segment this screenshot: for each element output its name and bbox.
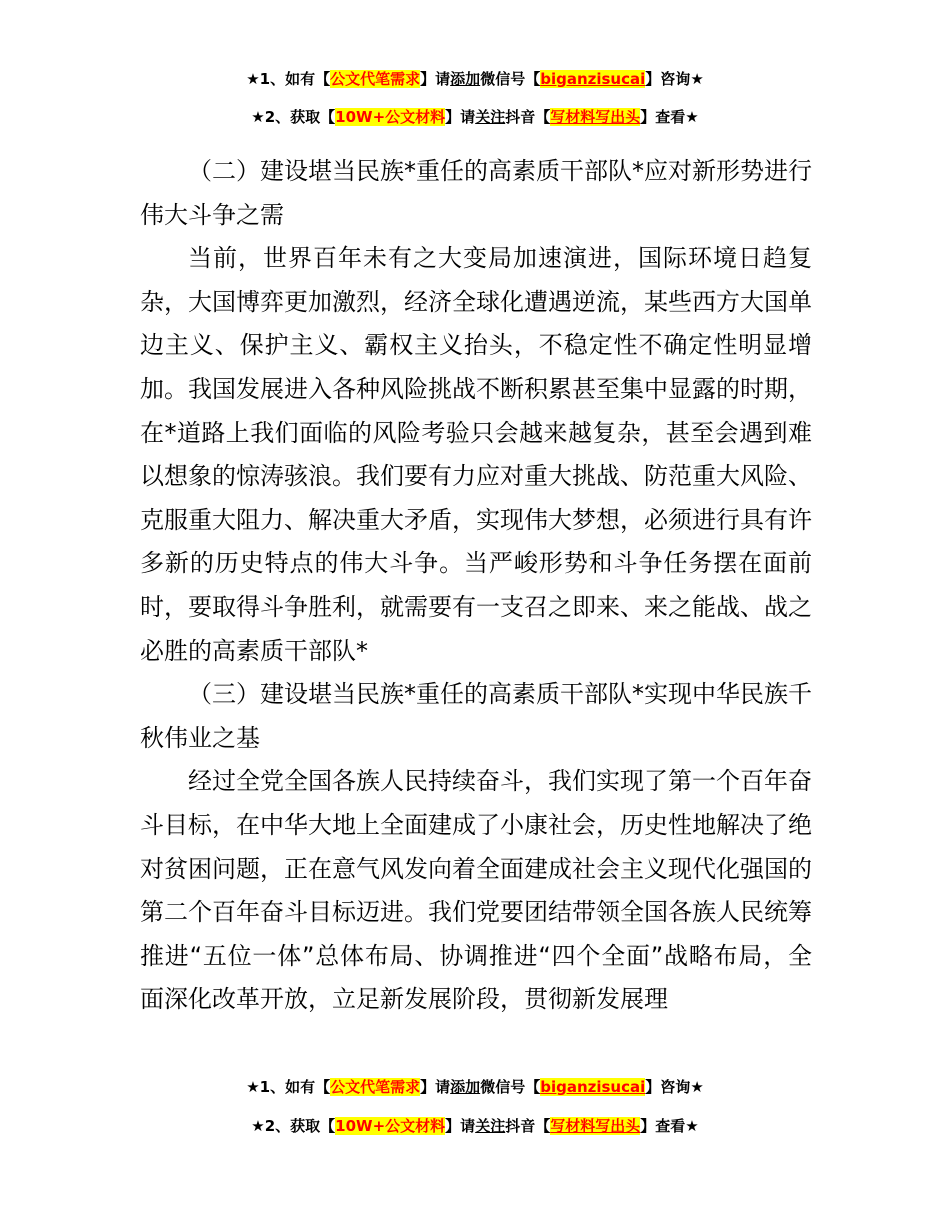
- bracket: 【: [315, 1078, 331, 1096]
- banner-top-line-2: [0, 107, 950, 127]
- wechat-label: 微信号: [480, 70, 526, 88]
- section-heading: （三）建设堪当民族*重任的高素质干部队*实现中华民族千秋伟业之基: [140, 680, 812, 752]
- star-icon: ★: [685, 108, 699, 126]
- section-heading: （二）建设堪当民族*重任的高素质干部队*应对新形势进行伟大斗争之需: [140, 157, 812, 229]
- star-icon: ★: [690, 1078, 704, 1096]
- banner-prefix: 2、获取: [264, 1117, 321, 1135]
- body-paragraph: 经过全党全国各族人民持续奋斗，我们实现了第一个百年奋斗目标，在中华大地上全面建成了小康社会，历史性地解决了绝对贫困问题，正在意气风发向着全面建成社会主义现代化强国的第二个百年奋斗目标迈进。我们党要团结带领全国各族人民统筹推进“五位一体”总体布局、协调推进“四个全面”战略布局，全面深化改革开放，立足新发展阶段，贯彻新发展理: [140, 767, 812, 1014]
- wechat-label: 微信号: [480, 1078, 526, 1096]
- document-body: [140, 150, 812, 1022]
- please-text: 请: [435, 70, 451, 88]
- bracket: 】: [640, 108, 656, 126]
- bracket: 】: [645, 70, 661, 88]
- bracket: 【: [320, 1117, 336, 1135]
- star-icon: ★: [690, 70, 704, 88]
- wechat-id-link[interactable]: biganzisucai: [540, 1078, 646, 1096]
- banner-suffix: 咨询: [660, 1078, 691, 1096]
- bracket: 【: [535, 108, 551, 126]
- bracket: 【: [535, 1117, 551, 1135]
- banner-bottom-line-1: [0, 1077, 950, 1097]
- banner-bottom-line-2: [0, 1116, 950, 1136]
- bracket: 】: [445, 1117, 461, 1135]
- bracket: 【: [525, 1078, 541, 1096]
- bracket: 【: [315, 70, 331, 88]
- follow-action: 关注: [475, 1117, 506, 1135]
- materials-highlight: 10W+公文材料: [335, 1117, 446, 1135]
- please-text: 请: [460, 108, 476, 126]
- body-paragraph: 当前，世界百年未有之大变局加速演进，国际环境日趋复杂，大国博弈更加激烈，经济全球化遭遇逆流，某些西方大国单边主义、保护主义、霸权主义抬头，不稳定性不确定性明显增加。我国发展进入各种风险挑战不断积累甚至集中显露的时期，在*道路上我们面临的风险考验只会越来越复杂，甚至会遇到难以想象的惊涛骇浪。我们要有力应对重大挑战、防范重大风险、克服重大阻力、解决重大矛盾，实现伟大梦想，必须进行具有许多新的历史特点的伟大斗争。当严峻形势和斗争任务摆在面前时，要取得斗争胜利，就需要有一支召之即来、来之能战、战之必胜的高素质干部队*: [140, 244, 812, 665]
- banner-top-line-1: [0, 69, 950, 89]
- banner-prefix: 1、如有: [259, 70, 316, 88]
- please-text: 请: [460, 1117, 476, 1135]
- bracket: 】: [645, 1078, 661, 1096]
- banner-prefix: 1、如有: [259, 1078, 316, 1096]
- banner-prefix: 2、获取: [264, 108, 321, 126]
- bracket: 【: [525, 70, 541, 88]
- materials-highlight: 10W+公文材料: [335, 108, 446, 126]
- banner-suffix: 查看: [655, 1117, 686, 1135]
- bracket: 】: [640, 1117, 656, 1135]
- star-icon: ★: [251, 108, 265, 126]
- douyin-label: 抖音: [505, 1117, 536, 1135]
- star-icon: ★: [246, 70, 260, 88]
- star-icon: ★: [246, 1078, 260, 1096]
- bracket: 【: [320, 108, 336, 126]
- star-icon: ★: [685, 1117, 699, 1135]
- bracket: 】: [420, 1078, 436, 1096]
- bracket: 】: [445, 108, 461, 126]
- douyin-account-link[interactable]: 写材料写出头: [550, 1117, 641, 1135]
- banner-suffix: 查看: [655, 108, 686, 126]
- service-highlight: 公文代笔需求: [330, 1078, 421, 1096]
- add-action: 添加: [450, 1078, 481, 1096]
- please-text: 请: [435, 1078, 451, 1096]
- wechat-id-link[interactable]: biganzisucai: [540, 70, 646, 88]
- banner-suffix: 咨询: [660, 70, 691, 88]
- follow-action: 关注: [475, 108, 506, 126]
- star-icon: ★: [251, 1117, 265, 1135]
- douyin-account-link[interactable]: 写材料写出头: [550, 108, 641, 126]
- service-highlight: 公文代笔需求: [330, 70, 421, 88]
- add-action: 添加: [450, 70, 481, 88]
- douyin-label: 抖音: [505, 108, 536, 126]
- bracket: 】: [420, 70, 436, 88]
